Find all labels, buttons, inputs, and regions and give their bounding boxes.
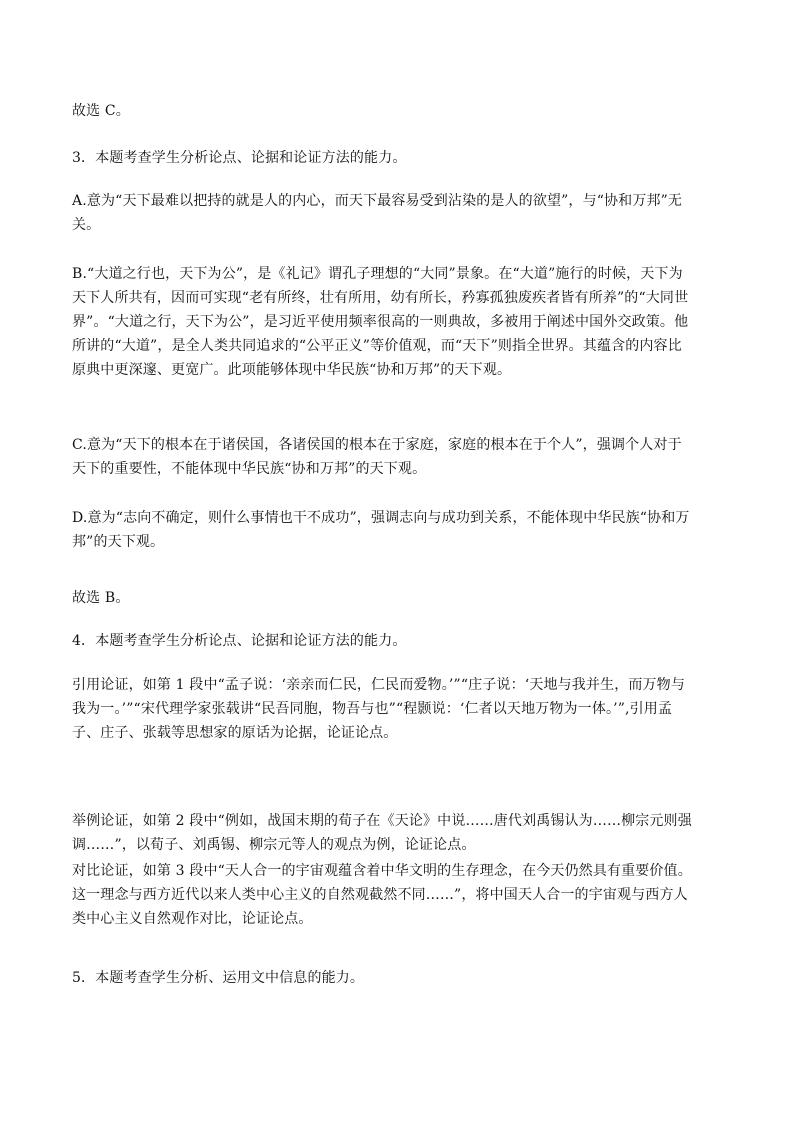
paragraph bbox=[72, 859, 692, 931]
text-line: 所讲的“大道”，是全人类共同追求的“公平正义”等价值观，而“天下”则指全世界。其蕴含的内容比 bbox=[72, 338, 682, 354]
text-line: 类中心主义自然观作对比，论证论点。 bbox=[72, 911, 313, 927]
paragraph bbox=[72, 99, 688, 123]
paragraph bbox=[72, 966, 688, 990]
paragraph bbox=[72, 506, 688, 554]
paragraph bbox=[72, 262, 688, 382]
text-line: C.意为“天下的根本在于诸侯国，各诸侯国的根本在于家庭，家庭的根本在于个人”，强调个人对于 bbox=[72, 437, 682, 453]
text-line: 原典中更深邃、更宽广。此项能够体现中华民族“协和万邦”的天下观。 bbox=[72, 362, 512, 378]
text-line: B.“大道之行也，天下为公”，是《礼记》谓孔子理想的“大同”景象。在“大道”施行的时候，天下为 bbox=[72, 266, 683, 282]
text-line: 对比论证，如第 3 段中“天人合一的宇宙观蕴含着中华文明的生存理念，在今天仍然具有重要价值。 bbox=[72, 863, 692, 879]
paragraph bbox=[72, 586, 688, 610]
paragraph bbox=[72, 629, 688, 653]
text-line: 天下的重要性，不能体现中华民族“协和万邦”的天下观。 bbox=[72, 461, 427, 477]
paragraph bbox=[72, 433, 688, 481]
text-line: 我为一。’”“宋代理学家张载讲“民吾同胞，物吾与也”“程颢说：‘仁者以天地万物为一体。’”,引用孟 bbox=[72, 701, 673, 717]
text-line: 举例论证，如第 2 段中“例如，战国末期的荀子在《天论》中说……唐代刘禹锡认为……柳宗元则强 bbox=[72, 813, 692, 829]
text-line: 邦”的天下观。 bbox=[72, 534, 165, 550]
text-line: 调……”，以荀子、刘禹锡、柳宗元等人的观点为例，论证论点。 bbox=[72, 837, 476, 853]
paragraph bbox=[72, 673, 688, 745]
text-line: 故选 C。 bbox=[72, 103, 130, 119]
text-line: 天下人所共有，因而可实现“老有所终，壮有所用，幼有所长，矜寡孤独废疾者皆有所养”的“大同世 bbox=[72, 290, 689, 306]
text-line: 3．本题考查学生分析论点、论据和论证方法的能力。 bbox=[72, 150, 407, 166]
text-line: 4．本题考查学生分析论点、论据和论证方法的能力。 bbox=[72, 633, 407, 649]
text-line: 子、庄子、张载等思想家的原话为论据，论证论点。 bbox=[72, 725, 398, 741]
text-line: 故选 B。 bbox=[72, 590, 130, 606]
text-line: A.意为“天下最难以把持的就是人的内心，而天下最容易受到沾染的是人的欲望”，与“协和万邦”无 bbox=[72, 193, 683, 209]
text-line: D.意为“志向不确定，则什么事情也干不成功”，强调志向与成功到关系，不能体现中华民族“协和万 bbox=[72, 510, 690, 526]
text-line: 界”。“大道之行，天下为公”，是习近平使用频率很高的一则典故，多被用于阐述中国外交政策。他 bbox=[72, 314, 689, 330]
paragraph bbox=[72, 146, 688, 170]
text-line: 关。 bbox=[72, 217, 101, 233]
paragraph bbox=[72, 809, 692, 857]
text-line: 引用论证，如第 1 段中“孟子说：‘亲亲而仁民，仁民而爱物。’”“庄子说：‘天地与我并生，而万物与 bbox=[72, 677, 685, 693]
text-line: 这一理念与西方近代以来人类中心主义的自然观截然不同……”，将中国天人合一的宇宙观与西方人 bbox=[72, 887, 688, 903]
text-line: 5．本题考查学生分析、运用文中信息的能力。 bbox=[72, 970, 365, 986]
paragraph bbox=[72, 189, 688, 237]
